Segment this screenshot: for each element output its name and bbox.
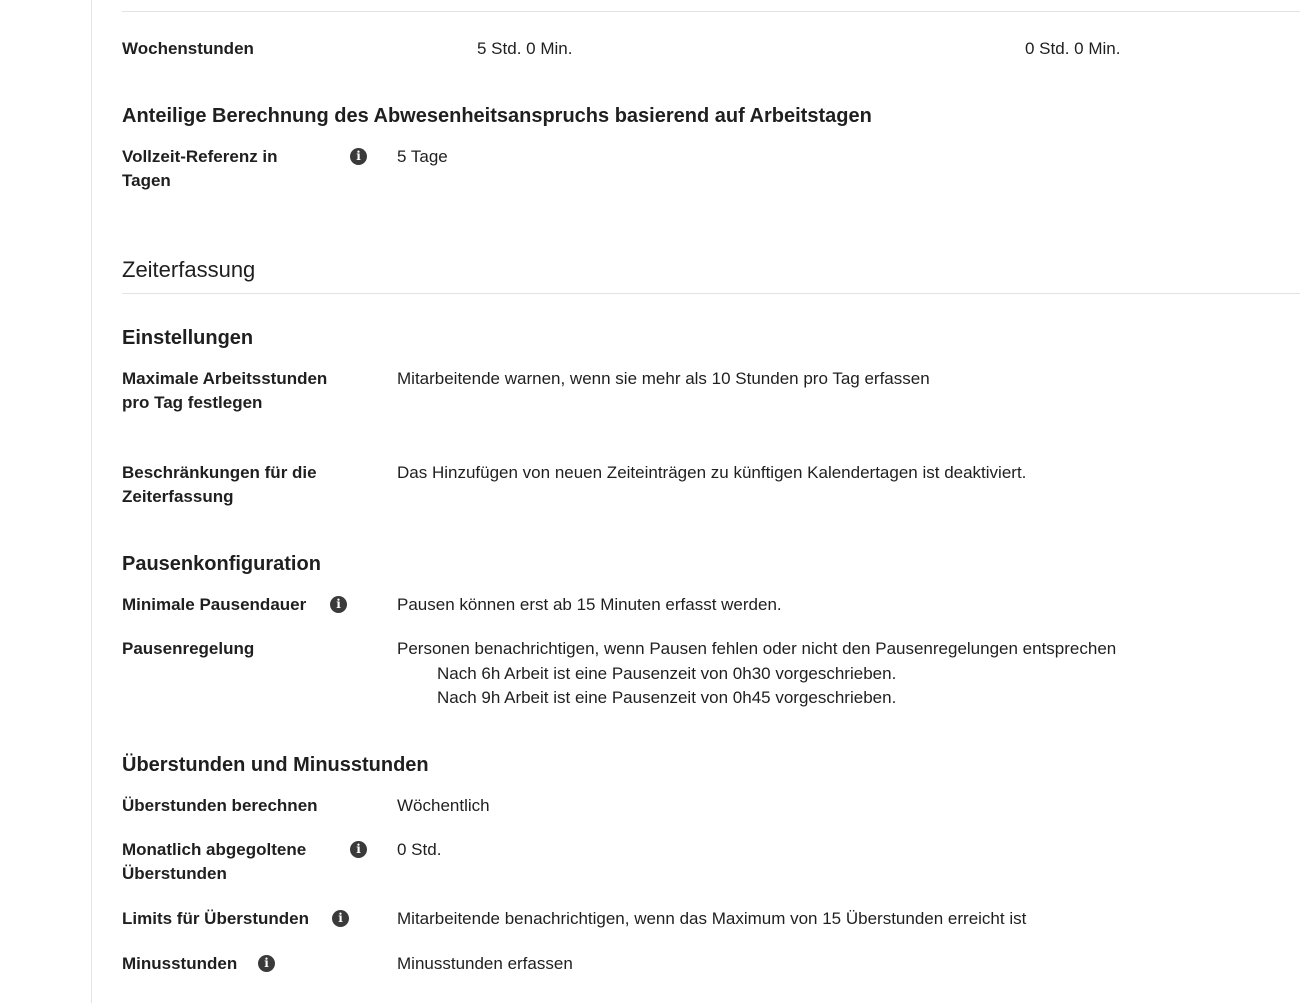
content-left-border [91, 0, 92, 1003]
min-break-label: Minimale Pausendauer [122, 595, 307, 614]
info-icon[interactable]: i [332, 910, 349, 927]
overtime-heading: Überstunden und Minusstunden [122, 754, 429, 776]
weekly-hours-value-2: 0 Std. 0 Min. [1025, 39, 1121, 58]
prorated-heading: Anteilige Berechnung des Abwesenheitsanspruchs basierend auf Arbeitstagen [122, 105, 872, 127]
break-rule-item: Nach 9h Arbeit ist eine Pausenzeit von 0h45 vorgeschrieben. [437, 688, 897, 707]
monthly-compensated-value: 0 Std. [397, 840, 442, 859]
monthly-compensated-label: Monatlich abgegoltene Überstunden [122, 840, 307, 883]
break-rule-value: Personen benachrichtigen, wenn Pausen fehlen oder nicht den Pausenregelungen entsprechen [397, 639, 1117, 658]
info-icon[interactable]: i [258, 955, 275, 972]
settings-heading: Einstellungen [122, 327, 254, 349]
info-icon[interactable]: i [330, 596, 347, 613]
breaks-heading: Pausenkonfiguration [122, 553, 321, 575]
info-icon[interactable]: i [350, 148, 367, 165]
minus-hours-label: Minusstunden [122, 954, 238, 973]
weekly-hours-value-1: 5 Std. 0 Min. [477, 39, 573, 58]
restrictions-label: Beschränkungen für die Zeiterfassung [122, 463, 317, 506]
restrictions-value: Das Hinzufügen von neuen Zeiteinträgen zu künftigen Kalendertagen ist deaktiviert. [397, 463, 1027, 482]
time-tracking-heading: Zeiterfassung [122, 257, 256, 282]
min-break-value: Pausen können erst ab 15 Minuten erfasst werden. [397, 595, 782, 614]
overtime-calculate-value: Wöchentlich [397, 796, 490, 815]
fulltime-reference-label: Vollzeit-Referenz in Tagen [122, 147, 278, 190]
break-rule-item: Nach 6h Arbeit ist eine Pausenzeit von 0h30 vorgeschrieben. [437, 664, 897, 683]
overtime-calculate-label: Überstunden berechnen [122, 796, 318, 815]
divider-top [122, 11, 1300, 12]
overtime-limits-value: Mitarbeitende benachrichtigen, wenn das Maximum von 15 Überstunden erreicht ist [397, 909, 1027, 928]
max-hours-label: Maximale Arbeitsstunden pro Tag festlegen [122, 369, 328, 412]
fulltime-reference-value: 5 Tage [397, 147, 448, 166]
divider-time-tracking [122, 293, 1300, 294]
info-icon[interactable]: i [350, 841, 367, 858]
weekly-hours-label: Wochenstunden [122, 39, 254, 58]
overtime-limits-label: Limits für Überstunden [122, 909, 310, 928]
max-hours-value: Mitarbeitende warnen, wenn sie mehr als 10 Stunden pro Tag erfassen [397, 369, 930, 388]
break-rule-label: Pausenregelung [122, 639, 255, 658]
minus-hours-value: Minusstunden erfassen [397, 954, 573, 973]
